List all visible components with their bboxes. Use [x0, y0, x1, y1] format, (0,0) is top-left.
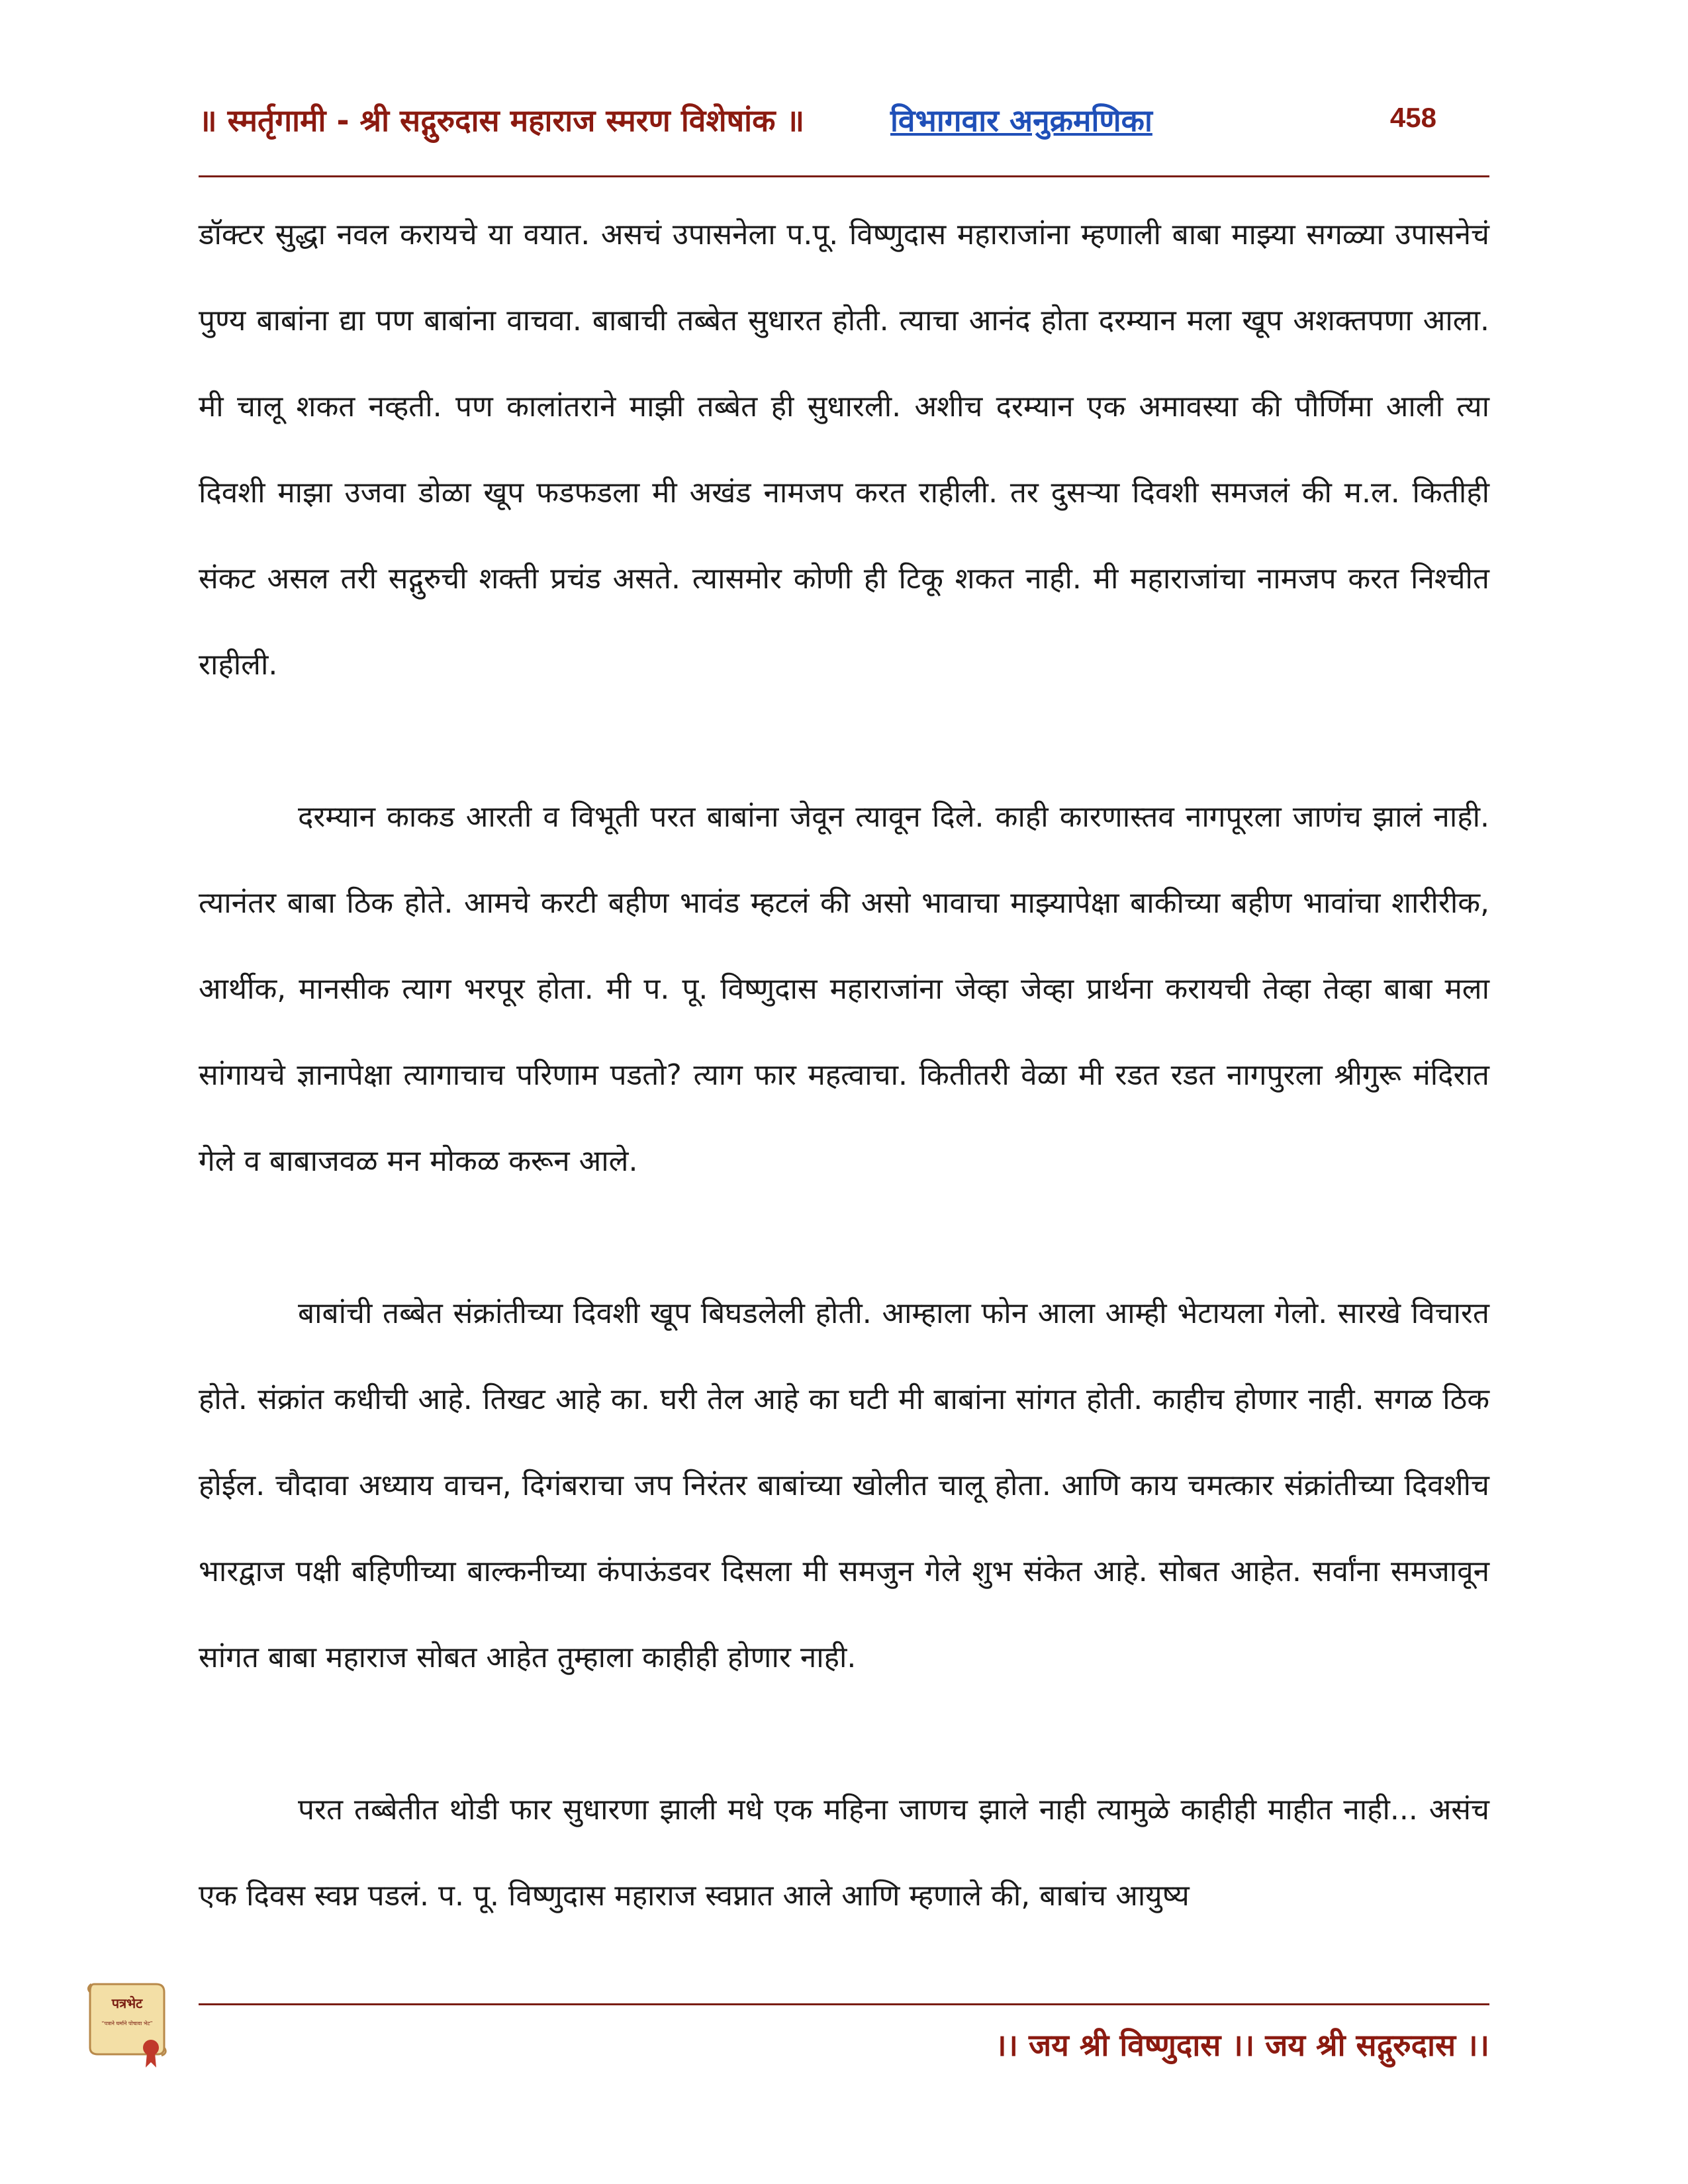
index-link[interactable]: विभागवार अनुक्रमणिका: [890, 103, 1152, 138]
header-title: ॥ स्मर्तृगामी - श्री सद्गुरुदास महाराज स्मरण विशेषांक ॥: [199, 103, 804, 138]
paragraph-1: डॉक्टर सुद्धा नवल करायचे या वयात. असचं उपासनेला प.पू. विष्णुदास महाराजांना म्हणाली बाबा माझ्या सगळ्या उपासनेचं पुण्य बाबांना द्या पण बाबांना वाचवा. बाबाची तब्बेत सुधारत होती. त्याचा आनंद होता दरम्यान मला खूप अशक्तपणा आला. मी चालू शकत नव्हती. पण कालांतराने माझी तब्बेत ही सुधारली. अशीच दरम्यान एक अमावस्या की पौर्णिमा आली त्या दिवशी माझा उजवा डोळा खूप फडफडला मी अखंड नामजप करत राहीली. तर दुसऱ्या दिवशी समजलं की म.ल. कितीही संकट असल तरी सद्गुरुची शक्ती प्रचंड असते. त्यासमोर कोणी ही टिकू शकत नाही. मी महाराजांचा नामजप करत निश्चीत राहीली.: [199, 218, 1489, 682]
paragraph-3: बाबांची तब्बेत संक्रांतीच्या दिवशी खूप बिघडलेली होती. आम्हाला फोन आला आम्ही भेटायला गेलो. सारखे विचारत होते. संक्रांत कधीची आहे. तिखट आहे का. घरी तेल आहे का घटी मी बाबांना सांगत होती. काहीच होणार नाही. सगळ ठिक होईल. चौदावा अध्याय वाचन, दिगंबराचा जप निरंतर बाबांच्या खोलीत चालू होता. आणि काय चमत्कार संक्रांतीच्या दिवशीच भारद्वाज पक्षी बहिणीच्या बाल्कनीच्या कंपाऊंडवर दिसला मी समजुन गेले शुभ संकेत आहे. सोबत आहेत. सर्वांना समजावून सांगत बाबा महाराज सोबत आहेत तुम्हाला काहीही होणार नाही.: [199, 1297, 1490, 1674]
article-body: [199, 192, 1489, 1939]
logo-subtext: “पत्राने घर्माने पोचावा भेट”: [101, 2021, 153, 2026]
footer-salutation: ।। जय श्री विष्णुदास ।। जय श्री सद्गुरुदास ।।: [995, 2027, 1489, 2063]
page-number: 458: [1389, 102, 1436, 133]
logo-text: पत्रभेट: [111, 1995, 143, 2011]
patrabhet-scroll-icon: [85, 1979, 169, 2070]
header-divider: [199, 175, 1489, 177]
paragraph-2: दरम्यान काकड आरती व विभूती परत बाबांना जेवून त्यावून दिले. काही कारणास्तव नागपूरला जाणंच झालं नाही. त्यानंतर बाबा ठिक होते. आमचे करटी बहीण भावंड म्हटलं की असो भावाचा माझ्यापेक्षा बाकीच्या बहीण भावांचा शारीरीक, आर्थीक, मानसीक त्याग भरपूर होता. मी प. पू. विष्णुदास महाराजांना जेव्हा जेव्हा प्रार्थना करायची तेव्हा तेव्हा बाबा मला सांगायचे ज्ञानापेक्षा त्यागाचाच परिणाम पडतो? त्याग फार महत्वाचा. कितीतरी वेळा मी रडत रडत नागपुरला श्रीगुरू मंदिरात गेले व बाबाजवळ मन मोकळ करून आले.: [199, 800, 1489, 1178]
paragraph-4: परत तब्बेतीत थोडी फार सुधारणा झाली मधे एक महिना जाणच झाले नाही त्यामुळे काहीही माहीत नाही... असंच एक दिवस स्वप्न पडलं. प. पू. विष्णुदास महाराज स्वप्नात आले आणि म्हणाले की, बाबांच आयुष्य: [199, 1793, 1489, 1913]
page-header: [199, 99, 1489, 152]
footer-divider: [199, 2003, 1489, 2005]
